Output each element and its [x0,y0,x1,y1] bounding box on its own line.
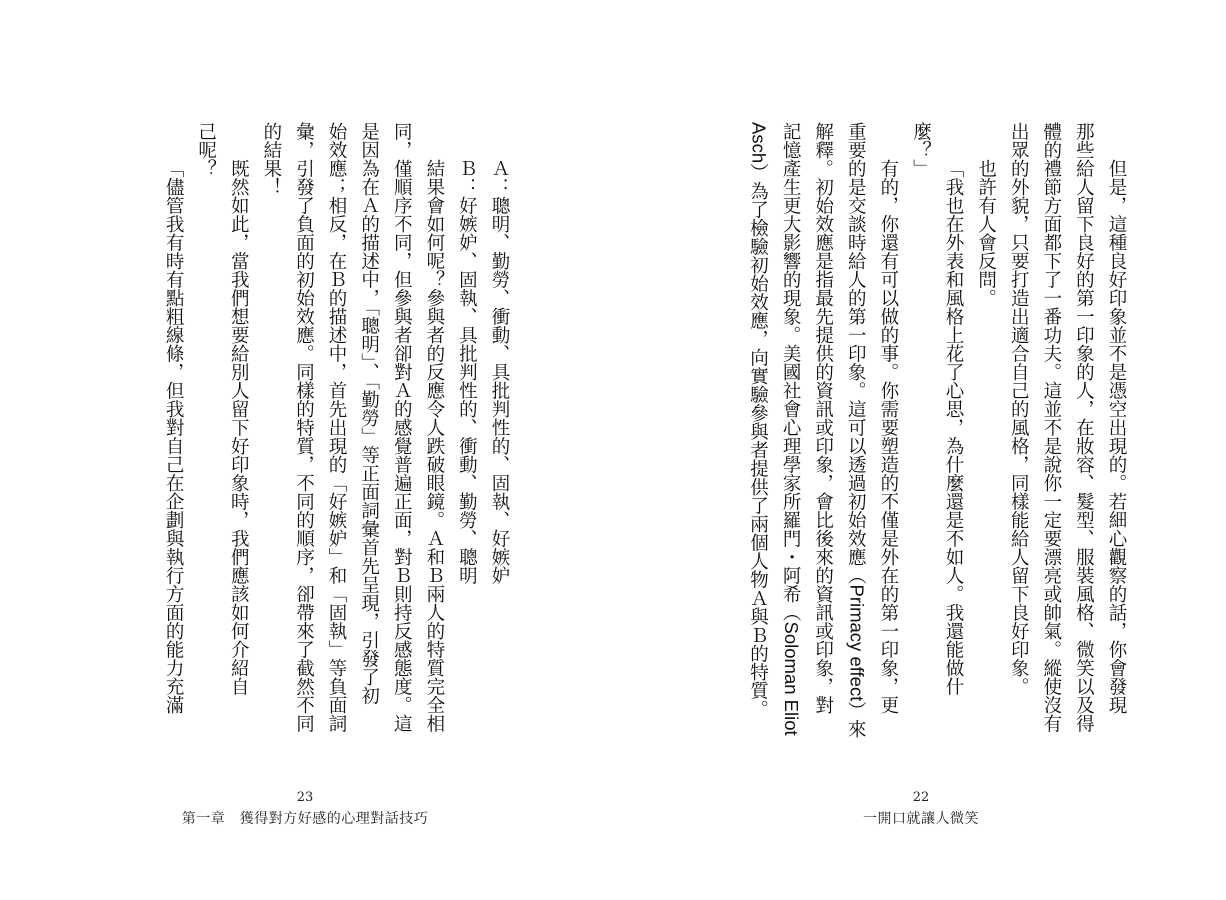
text-line: Ｂ：好嫉妒、固執、具批判性的、衝動、勤勞、聰明 [457,159,479,585]
text-line: Asch）為了檢驗初始效應，向實驗參與者提供了兩個人物Ａ與Ｂ的特質。 [748,122,770,719]
text-line: 但是，這種良好印象並不是憑空出現的。若細心觀察的話，你會發現 [1107,159,1128,714]
text-line: 己呢？ [196,122,218,178]
page-number: 22 [912,790,930,805]
text-line: 「我也在外表和風格上花了心思，為什麼還是不如人。我還能做什 [944,159,966,696]
text-line: 既然如此，當我們想要給別人留下好印象時，我們應該如何介紹自 [229,159,251,696]
left-page-body [157,122,516,742]
text-line: 始效應；相反，在Ｂ的描述中，首先出現的「好嫉妒」和「固執」等負面詞 [327,122,349,733]
text-line: 也許有人會反問。 [976,159,998,307]
text-line: 出眾的外貌，只要打造出適合自己的風格，同樣能給人留下良好印象。 [1009,122,1031,696]
text-line: 那些給人留下良好的第一印象的人，在妝容、髮型、服裝風格、微笑以及得 [1074,122,1096,733]
running-head: 第一章 獲得對方好感的心理對話技巧 [181,811,429,827]
text-line: 同，僅順序不同，但參與者卻對Ａ的感覺普遍正面，對Ｂ則持反感態度。這 [392,122,414,733]
text-line: 「儘管我有時有點粗線條，但我對自己在企劃與執行方面的能力充滿 [164,159,186,714]
text-line: 麼？」 [911,122,933,178]
text-line: Ａ：聰明、勤勞、衝動、具批判性的、固執、好嫉妒 [490,159,511,585]
running-head: 一開口就讓人微笑 [863,811,979,827]
text-line: 體的禮節方面都下了一番功夫。這並不是說你一定要漂亮或帥氣。縱使沒有 [1041,122,1063,733]
text-line: 重要的是交談時給人的第一印象。這可以透過初始效應（Primacy effect）來 [846,122,868,739]
text-line: 是因為在Ａ的描述中，「聰明」、「勤勞」等正面詞彙首先呈現，引發了初 [359,122,381,705]
text-line: 解釋。初始效應是指最先提供的資訊或印象，會比後來的資訊或印象，對 [813,122,835,714]
right-page [613,0,1226,900]
text-line: 彙，引發了負面的初始效應。同樣的特質，不同的順序，卻帶來了截然不同 [294,122,316,733]
right-page-body [742,122,1133,742]
text-line: 有的，你還有可以做的事。你需要塑造的不僅是外在的第一印象，更 [878,159,900,714]
text-line: 記憶產生更大影響的現象。美國社會心理學家所羅門・阿希（Soloman Eliot [781,122,803,736]
text-line: 的結果！ [261,122,283,196]
page-number: 23 [296,790,314,805]
text-line: 結果會如何呢？參與者的反應令人跌破眼鏡。Ａ和Ｂ兩人的特質完全相 [424,159,446,733]
